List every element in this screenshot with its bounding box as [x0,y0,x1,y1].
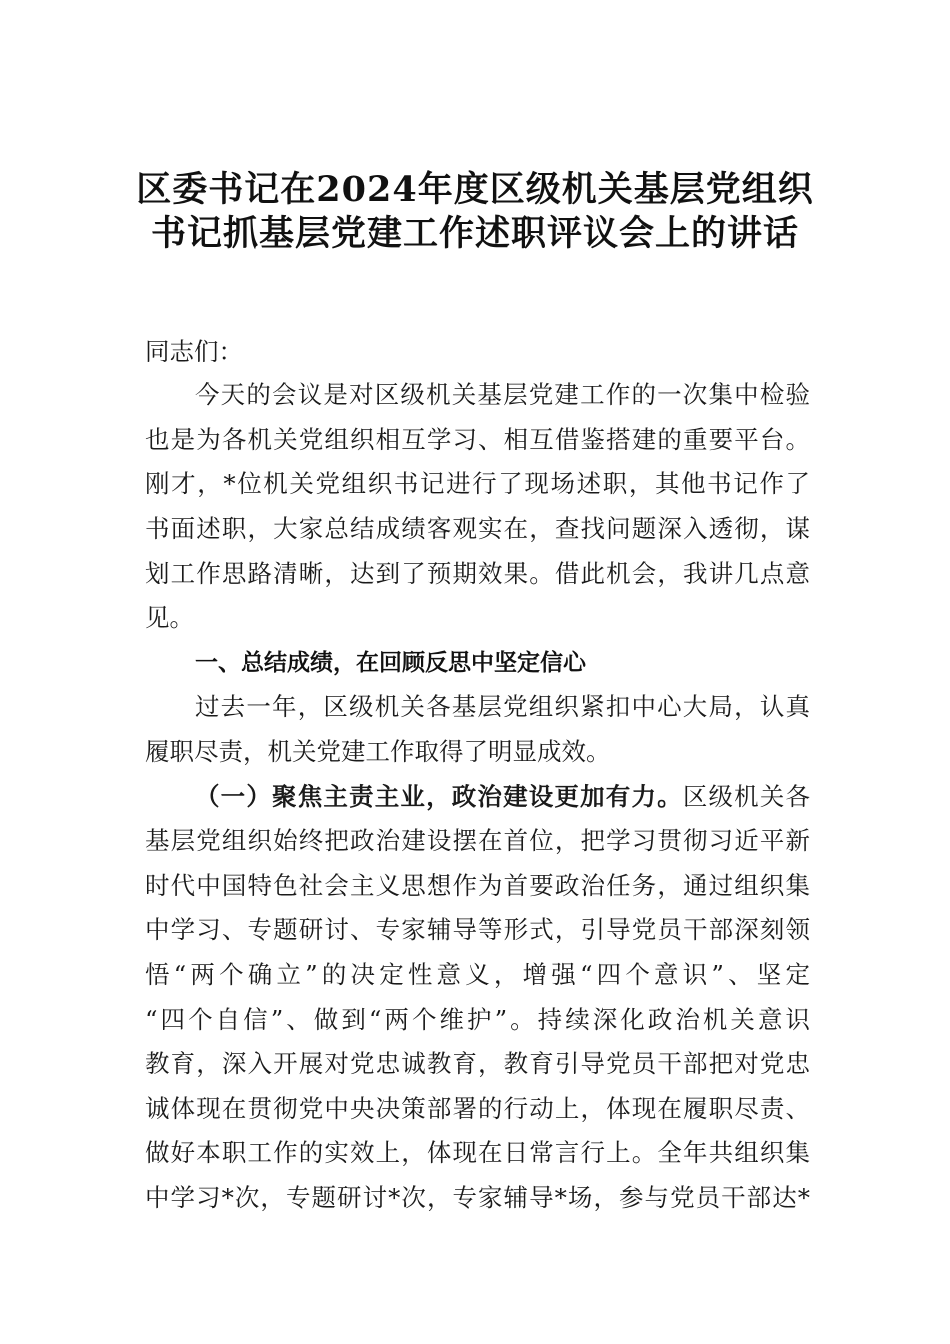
document-title-line-2: 书记抓基层党建工作述职评议会上的讲话 [150,213,799,254]
salutation: 同志们： [145,337,243,366]
subsection-line: 中学习、专题研讨、专家辅导等形式，引导党员干部深刻领 [145,915,810,944]
document-title-line-1: 区委书记在2024年度区级机关基层党组织 [136,169,814,210]
subsection-line: “四个自信”、做到“两个维护”。持续深化政治机关意识 [145,1005,810,1034]
subsection-first-line-rest: 区级机关各 [682,782,811,811]
subsection-line: 中学习*次，专题研讨*次，专家辅导*场，参与党员干部达* [145,1183,810,1212]
intro-line: 划工作思路清晰，达到了预期效果。借此机会，我讲几点意 [145,559,810,588]
subsection-line: 做好本职工作的实效上，体现在日常言行上。全年共组织集 [145,1138,810,1167]
section-heading: 一、总结成绩，在回顾反思中坚定信心 [195,650,586,676]
subsection-first-line [195,782,810,812]
intro-line: 刚才，*位机关党组织书记进行了现场述职，其他书记作了 [145,469,810,498]
section-line: 过去一年，区级机关各基层党组织紧扣中心大局，认真 [195,692,810,721]
section-line: 履职尽责，机关党建工作取得了明显成效。 [145,737,611,766]
subsection-line: 诚体现在贯彻党中央决策部署的行动上，体现在履职尽责、 [145,1094,810,1123]
subsection-line: 悟“两个确立”的决定性意义，增强“四个意识”、坚定 [145,960,810,989]
intro-line: 见。 [145,603,194,632]
subsection-line: 基层党组织始终把政治建设摆在首位，把学习贯彻习近平新 [145,826,810,855]
intro-line: 也是为各机关党组织相互学习、相互借鉴搭建的重要平台。 [145,425,810,454]
intro-line: 今天的会议是对区级机关基层党建工作的一次集中检验 [195,380,810,409]
subsection-line: 教育，深入开展对党忠诚教育，教育引导党员干部把对党忠 [145,1049,810,1078]
subsection-label: （一）聚焦主责主业，政治建设更加有力。 [195,782,683,811]
intro-line: 书面述职，大家总结成绩客观实在，查找问题深入透彻，谋 [145,514,810,543]
subsection-line: 时代中国特色社会主义思想作为首要政治任务，通过组织集 [145,871,810,900]
